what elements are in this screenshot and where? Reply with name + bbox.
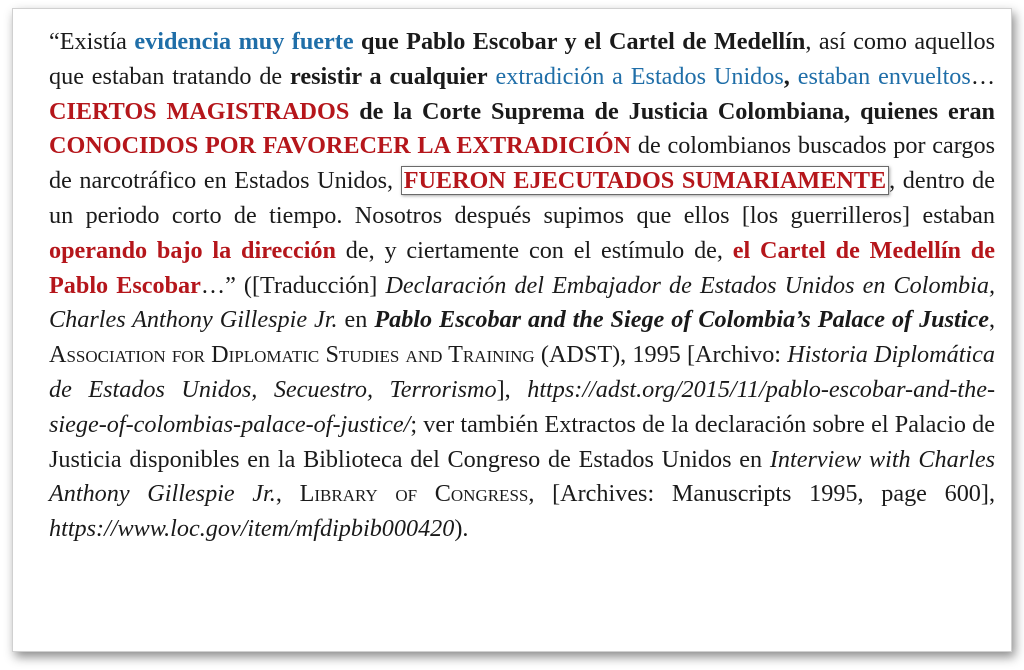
quote-text-2: de colombianos buscados por cargos de narcotráfico en Estados Unidos, <box>49 132 995 195</box>
citation-see-also: ; ver también Extractos de la declaración sobre el Palacio de Justicia disponibles en la Biblioteca del Congreso de Estados Unidos en <box>49 410 995 473</box>
quote-paragraph <box>49 25 995 547</box>
citation-loc: Library of Congress <box>299 480 529 508</box>
highlight-executed-boxed: FUERON EJECUTADOS SUMARIAMENTE <box>401 166 889 195</box>
space-1 <box>488 63 496 90</box>
highlight-magistrates: CIERTOS MAGISTRADOS <box>49 97 350 125</box>
citation-sep-3: , <box>275 480 300 508</box>
highlight-evidence: evidencia muy fuerte <box>134 28 354 55</box>
highlight-involved: estaban envueltos <box>797 62 971 90</box>
citation-end: ). <box>454 515 469 543</box>
quote-text-1: , así como aquellos que estaban tratando de <box>49 28 996 90</box>
comma-1: , <box>783 62 798 90</box>
quote-open: “Existía <box>49 28 135 55</box>
citation-adst-url[interactable]: https://adst.org/2015/11/pablo-escobar-and-the-siege-of-colombias-palace-of-justice/ <box>49 375 996 438</box>
citation-loc-url[interactable]: https://www.loc.gov/item/mfdipbib000420 <box>49 515 455 543</box>
highlight-extradition: extradición a Estados Unidos <box>495 62 784 90</box>
citation-sep-2: ], <box>496 375 528 403</box>
bold-supreme-court: de la Corte Suprema de Justicia Colombiana, quienes eran <box>349 97 995 125</box>
citation-interview: Interview with Charles Anthony Gillespie Jr. <box>49 445 995 508</box>
citation-title: Pablo Escobar and the Siege of Colombia’s Palace of Justice <box>374 306 989 334</box>
quote-text-4: de, y ciertamente con el estímulo de, <box>335 236 733 264</box>
citation-manuscripts: , [Archives: Manuscripts 1995, page 600], <box>528 480 995 508</box>
quote-close: …” ([Traducción] <box>200 271 386 299</box>
citation-declaration: Declaración del Embajador de Estados Unidos en Colombia, Charles Anthony Gillespie Jr. <box>49 271 995 334</box>
citation-sep-1: , <box>988 306 995 334</box>
citation-year: (ADST), 1995 [Archivo: <box>534 341 788 369</box>
bold-resist: resistir a cualquier <box>290 62 488 90</box>
citation-en: en <box>337 306 375 334</box>
highlight-known-favor: CONOCIDOS POR FAVORECER LA EXTRADICIÓN <box>49 132 632 160</box>
highlight-operating: operando bajo la dirección <box>49 236 336 264</box>
ellipsis-1: … <box>970 62 995 90</box>
citation-archive: Historia Diplomática de Estados Unidos, Secuestro, Terrorismo <box>49 341 995 403</box>
citation-adst: Association for Diplomatic Studies and Training <box>49 341 535 369</box>
highlight-medellin-cartel: el Cartel de Medellín de Pablo Escobar <box>49 236 995 299</box>
quote-text-3: , dentro de un periodo corto de tiempo. Nosotros después supimos que ellos [los guerrilleros] estaban <box>49 167 996 229</box>
quote-card <box>12 8 1012 652</box>
bold-escobar-cartel: que Pablo Escobar y el Cartel de Medellín <box>353 28 806 55</box>
